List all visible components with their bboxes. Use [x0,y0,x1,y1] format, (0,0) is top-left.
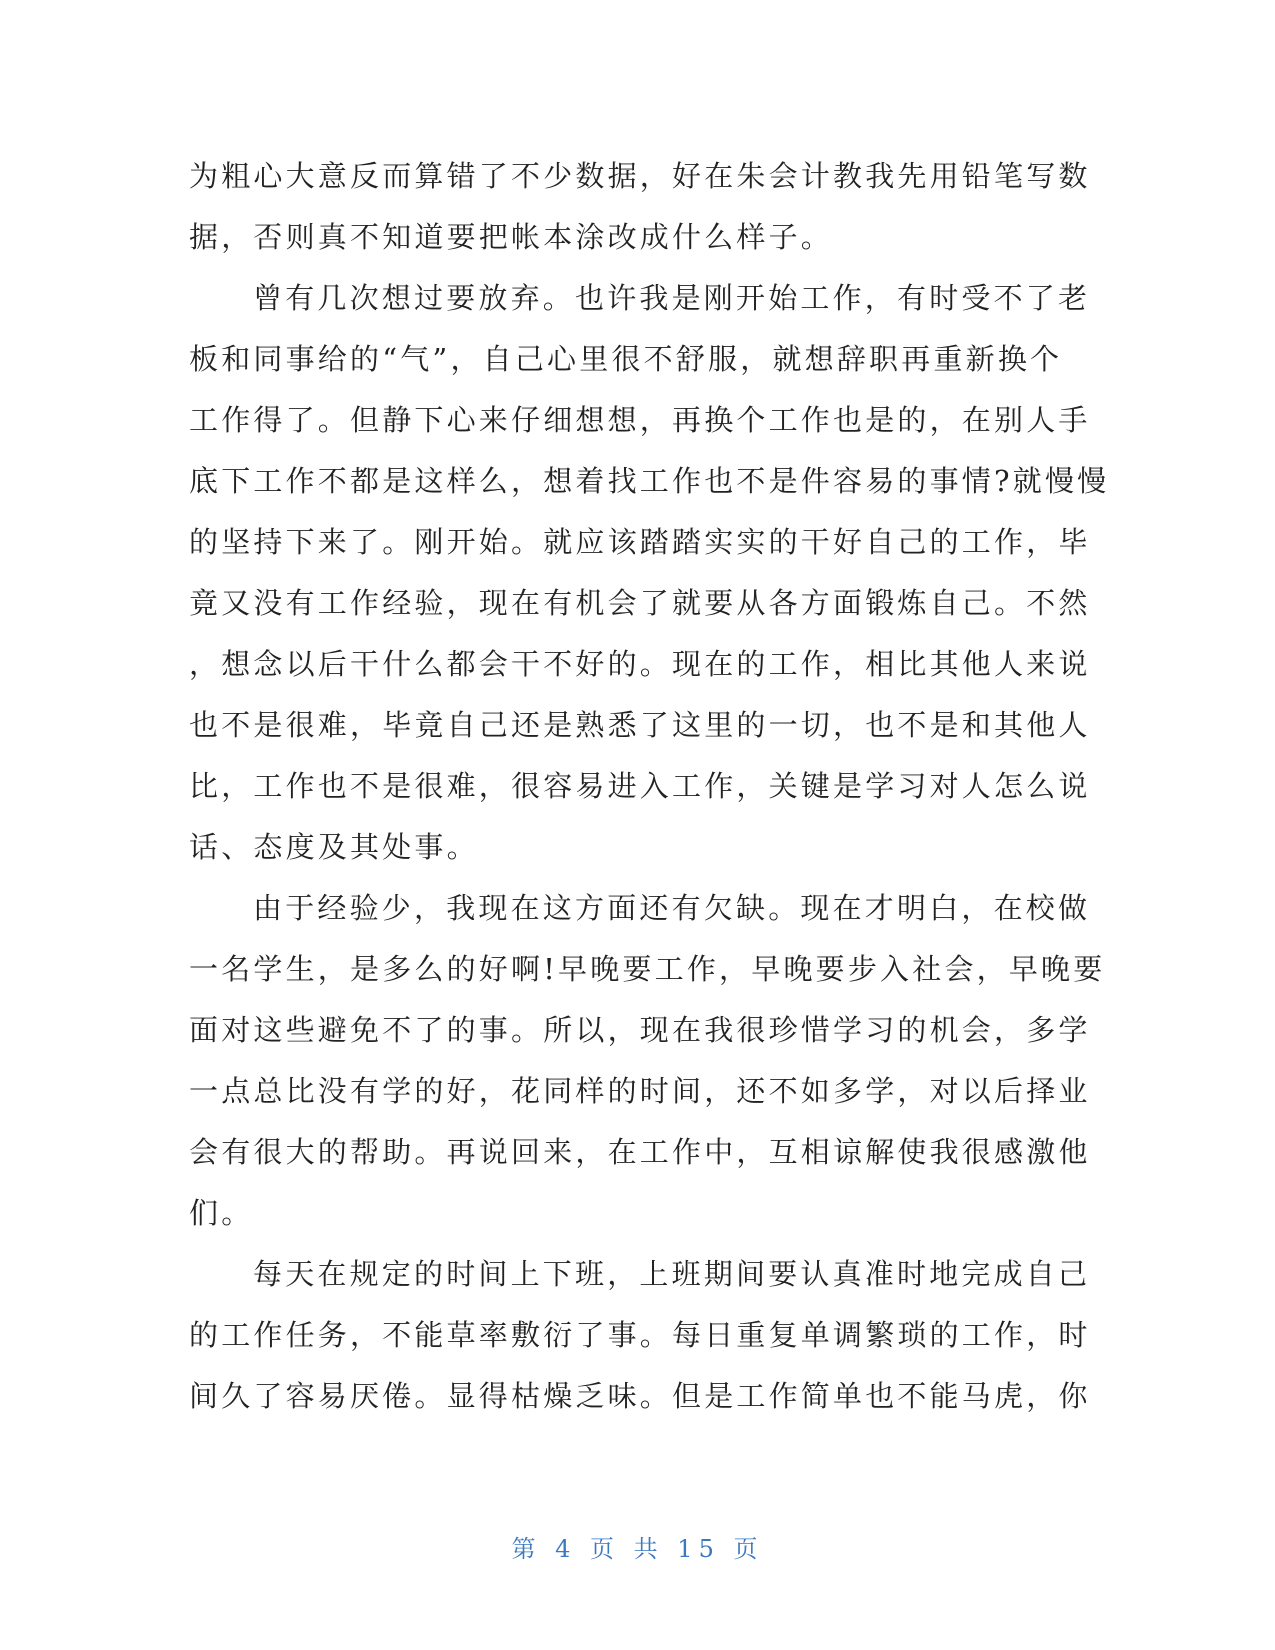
text-line: 们。 [189,1196,254,1230]
text-line: 竟又没有工作经验，现在有机会了就要从各方面锻炼自己。不然 [189,586,1091,620]
text-line: 工作得了。但静下心来仔细想想，再换个工作也是的，在别人手 [189,403,1091,437]
text-line: 为粗心大意反而算错了不少数据，好在朱会计教我先用铅笔写数 [189,159,1091,193]
text-line: 板和同事给的“气”，自己心里很不舒服，就想辞职再重新换个 [189,342,1063,376]
text-line: 会有很大的帮助。再说回来，在工作中，互相谅解使我很感激他 [189,1135,1091,1169]
paragraph-start-line: 每天在规定的时间上下班，上班期间要认真准时地完成自己 [253,1257,1091,1291]
text-line: 比，工作也不是很难，很容易进入工作，关键是学习对人怎么说 [189,769,1091,803]
text-line: ，想念以后干什么都会干不好的。现在的工作，相比其他人来说 [189,647,1091,681]
text-line: 据，否则真不知道要把帐本涂改成什么样子。 [189,220,834,254]
paragraph-start-line: 由于经验少，我现在这方面还有欠缺。现在才明白，在校做 [253,891,1091,925]
text-line: 间久了容易厌倦。显得枯燥乏味。但是工作简单也不能马虎，你 [189,1379,1091,1413]
text-line: 一点总比没有学的好，花同样的时间，还不如多学，对以后择业 [189,1074,1091,1108]
text-line: 话、态度及其处事。 [189,830,479,864]
text-line: 也不是很难，毕竟自己还是熟悉了这里的一切，也不是和其他人 [189,708,1091,742]
paragraph-start-line: 曾有几次想过要放弃。也许我是刚开始工作，有时受不了老 [253,281,1091,315]
document-body [189,146,1110,1427]
text-line: 底下工作不都是这样么，想着找工作也不是件容易的事情?就慢慢 [189,464,1110,498]
text-line: 的工作任务，不能草率敷衍了事。每日重复单调繁琐的工作，时 [189,1318,1091,1352]
page-number-footer: 第 4 页 共 15 页 [511,1535,764,1563]
text-line: 的坚持下来了。刚开始。就应该踏踏实实的干好自己的工作，毕 [189,525,1091,559]
text-line: 面对这些避免不了的事。所以，现在我很珍惜学习的机会，多学 [189,1013,1091,1047]
text-line: 一名学生，是多么的好啊!早晚要工作，早晚要步入社会，早晚要 [189,952,1106,986]
